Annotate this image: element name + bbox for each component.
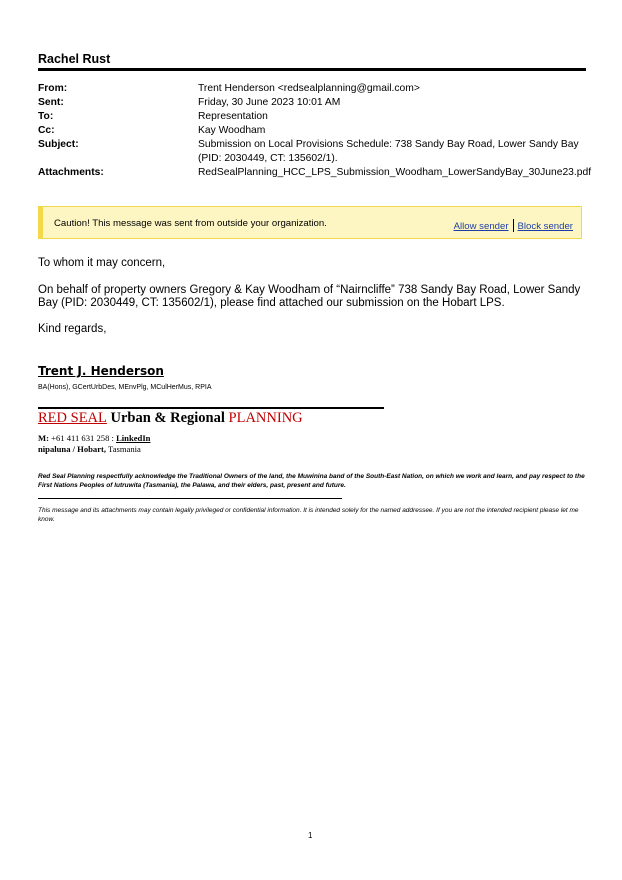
location-line xyxy=(38,444,150,455)
contact-details xyxy=(38,433,150,455)
link-separator xyxy=(513,219,514,232)
attachments-row xyxy=(38,166,592,180)
attachment-filename[interactable]: RedSealPlanning_HCC_LPS_Submission_Woodham_LowerSandyBay_30June23.pdf xyxy=(198,167,592,178)
cc-value: Kay Woodham xyxy=(198,125,266,136)
external-sender-warning xyxy=(38,206,582,239)
company-brand xyxy=(38,410,303,427)
from-label: From: xyxy=(38,83,68,94)
phone-line xyxy=(38,433,150,444)
sender-actions xyxy=(454,219,573,232)
phone-number: +61 411 631 258 : xyxy=(51,433,117,443)
subject-row xyxy=(38,138,586,166)
greeting: To whom it may concern, xyxy=(38,257,166,269)
to-row xyxy=(38,110,586,124)
subject-line-1: Submission on Local Provisions Schedule: 738 Sandy Bay Road, Lower Sandy Bay xyxy=(198,139,579,150)
brand-planning: PLANNING xyxy=(228,410,303,426)
subject-line-2: (PID: 2030449, CT: 135602/1). xyxy=(198,153,338,164)
block-sender-link[interactable]: Block sender xyxy=(517,221,573,232)
linkedin-link[interactable]: LinkedIn xyxy=(116,433,151,443)
caution-text: Caution! This message was sent from outside your organization. xyxy=(54,218,327,229)
subject-value xyxy=(198,138,586,166)
from-value: Trent Henderson <redsealplanning@gmail.com> xyxy=(198,83,420,94)
acknowledgement-of-country: Red Seal Planning respectfully acknowledge the Traditional Owners of the land, the Muwinina band of the South-East Nation, on which we work and learn, and pay respect to the First Nations Peoples of lutruwita (Tasmania), the Palawa, and their elders, past, present and future. xyxy=(38,473,585,489)
brand-middle: Urban & Regional xyxy=(106,410,229,426)
paragraph-line-1: On behalf of property owners Gregory & Kay Woodham of “Nairncliffe” 738 Sandy Bay Road, Lower Sandy xyxy=(38,284,581,296)
attachments-label: Attachments: xyxy=(38,167,104,178)
sent-row xyxy=(38,96,586,110)
subject-label: Subject: xyxy=(38,139,79,150)
email-header xyxy=(38,82,592,180)
from-row xyxy=(38,82,586,96)
mailbox-owner-name: Rachel Rust xyxy=(38,52,111,66)
location-rest: Tasmania xyxy=(106,444,141,454)
location-bold: nipaluna / Hobart, xyxy=(38,444,107,454)
sent-label: Sent: xyxy=(38,97,64,108)
signature-qualifications: BA(Hons), GCertUrbDes, MEnvPlg, MCulHerMus, RPIA xyxy=(38,384,212,391)
sign-off: Kind regards, xyxy=(38,323,107,335)
signature-name: Trent J. Henderson xyxy=(38,364,164,378)
to-label: To: xyxy=(38,111,54,122)
to-value: Representation xyxy=(198,111,268,122)
cc-label: Cc: xyxy=(38,125,55,136)
cc-row xyxy=(38,124,586,138)
phone-prefix: M: xyxy=(38,433,52,443)
header-divider xyxy=(38,68,586,71)
allow-sender-link[interactable]: Allow sender xyxy=(453,221,509,232)
disclaimer-divider xyxy=(38,498,342,499)
confidentiality-disclaimer: This message and its attachments may contain legally privileged or confidential information. It is intended solely for the named addressee. If you are not the intended recipient please let me know. xyxy=(38,507,579,523)
message-paragraph xyxy=(38,284,588,310)
signature-divider xyxy=(38,407,384,409)
sent-value: Friday, 30 June 2023 10:01 AM xyxy=(198,97,341,108)
brand-red-seal: RED SEAL xyxy=(38,410,107,426)
paragraph-line-2: Bay (PID: 2030449, CT: 135602/1), please find attached our submission on the Hobart LPS. xyxy=(38,297,505,309)
page-number: 1 xyxy=(308,831,313,840)
